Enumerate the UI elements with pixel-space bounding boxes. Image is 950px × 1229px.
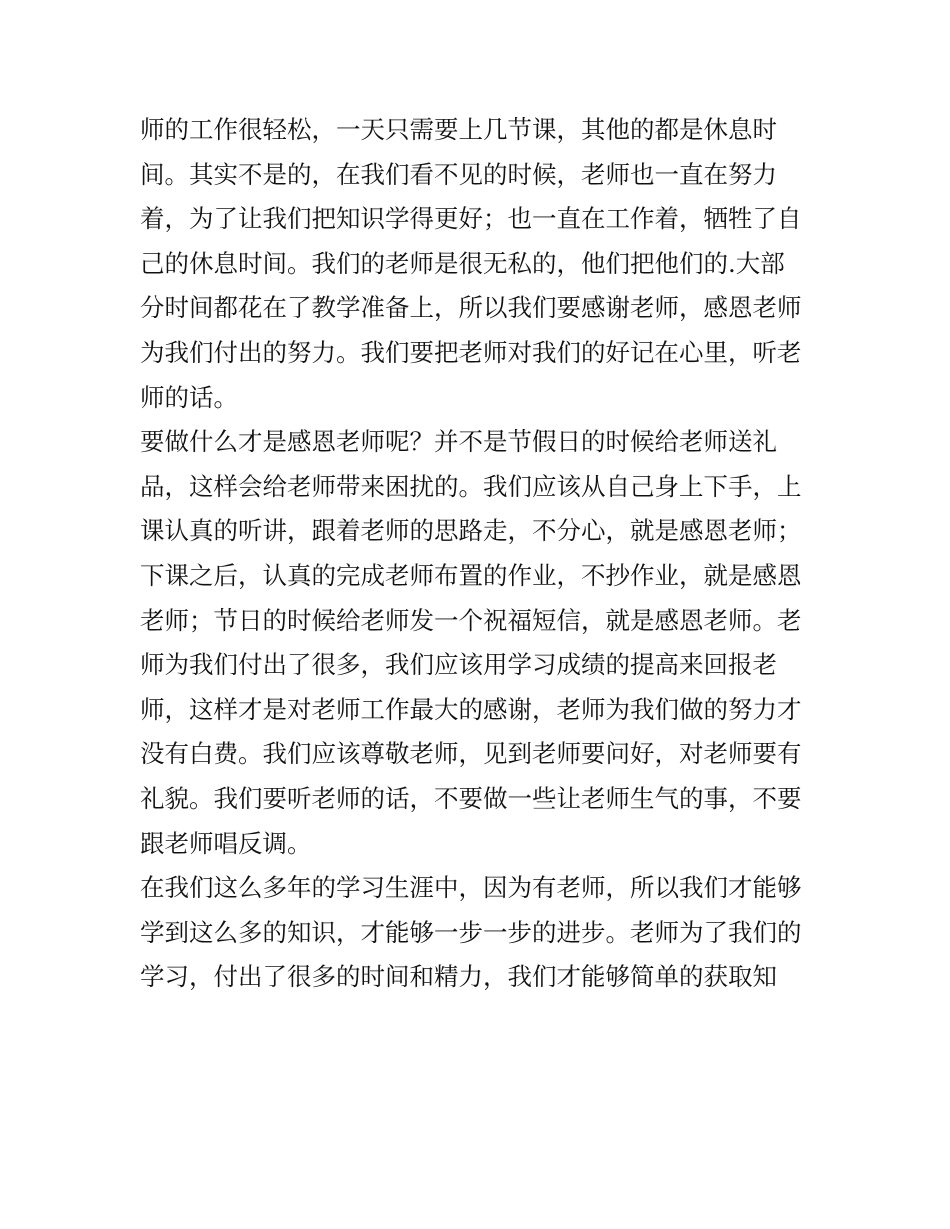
text-line: 己的休息时间。我们的老师是很无私的，他们把他们的.大部 <box>140 248 785 278</box>
text-line: 下课之后，认真的完成老师布置的作业，不抄作业，就是感恩 <box>140 560 802 590</box>
body-text <box>140 108 820 1000</box>
text-line: 分时间都花在了教学准备上，所以我们要感谢老师，感恩老师 <box>140 293 802 323</box>
text-line: 跟老师唱反调。 <box>140 828 312 858</box>
text-line: 要做什么才是感恩老师呢？并不是节假日的时候给老师送礼 <box>140 427 777 457</box>
text-line: 礼貌。我们要听老师的话，不要做一些让老师生气的事，不要 <box>140 783 802 813</box>
text-line: 学习，付出了很多的时间和精力，我们才能够简单的获取知 <box>140 962 777 992</box>
text-line: 师，这样才是对老师工作最大的感谢，老师为我们做的努力才 <box>140 694 802 724</box>
text-line: 在我们这么多年的学习生涯中，因为有老师，所以我们才能够 <box>140 873 802 903</box>
text-line: 品，这样会给老师带来困扰的。我们应该从自己身上下手，上 <box>140 471 802 501</box>
text-line: 师的工作很轻松，一天只需要上几节课，其他的都是休息时 <box>140 115 777 144</box>
text-line: 间。其实不是的，在我们看不见的时候，老师也一直在努力 <box>140 159 777 189</box>
text-line: 没有白费。我们应该尊敬老师，见到老师要问好，对老师要有 <box>140 739 802 769</box>
text-line: 师的话。 <box>140 382 238 412</box>
text-line: 师为我们付出了很多，我们应该用学习成绩的提高来回报老 <box>140 650 777 680</box>
text-line: 为我们付出的努力。我们要把老师对我们的好记在心里，听老 <box>140 337 802 367</box>
text-line: 课认真的听讲，跟着老师的思路走，不分心，就是感恩老师； <box>140 516 802 546</box>
text-line: 着，为了让我们把知识学得更好；也一直在工作着，牺牲了自 <box>140 204 802 234</box>
text-line: 老师；节日的时候给老师发一个祝福短信，就是感恩老师。老 <box>140 605 802 635</box>
text-line: 学到这么多的知识，才能够一步一步的进步。老师为了我们的 <box>140 917 802 947</box>
